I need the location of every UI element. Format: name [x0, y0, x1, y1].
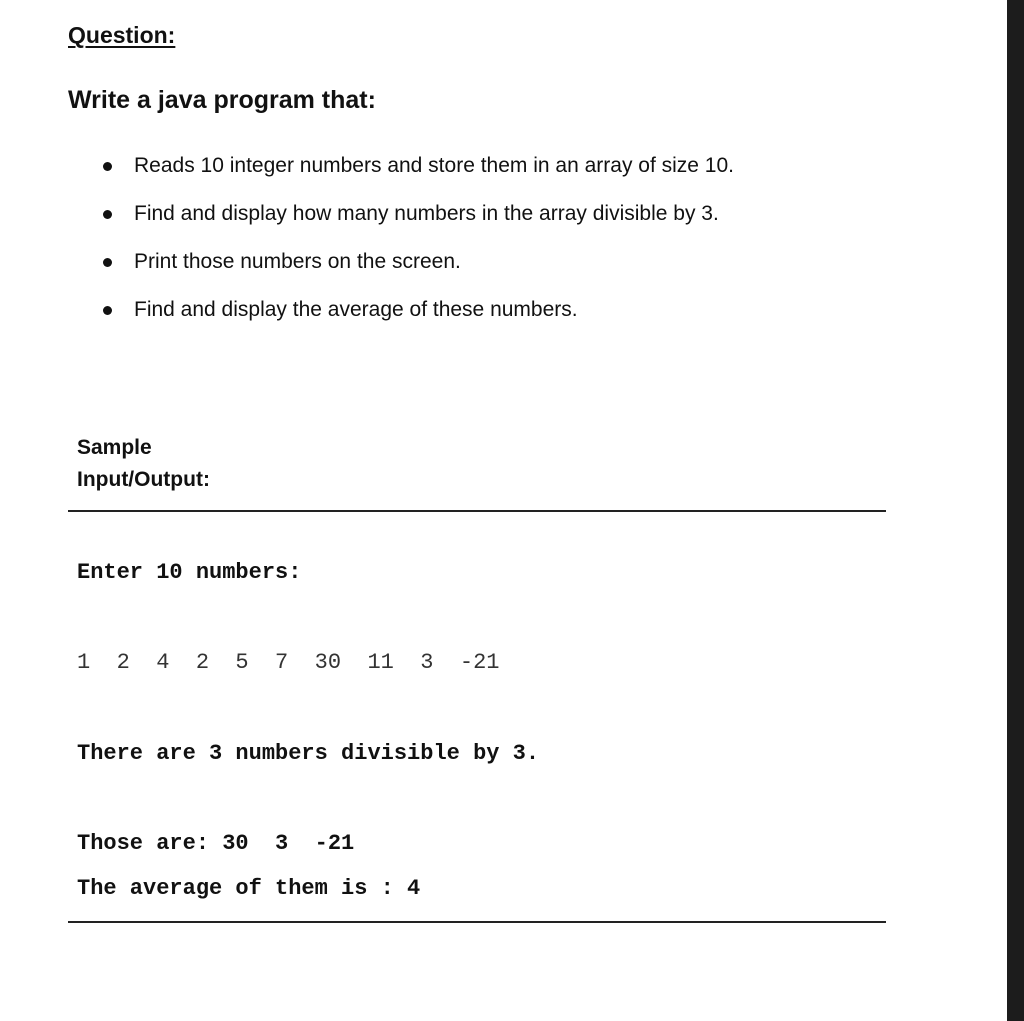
- bullet-icon: [103, 210, 112, 219]
- list-item: [100, 246, 734, 294]
- question-label: Question:: [68, 22, 176, 48]
- page-edge-shadow: [1007, 0, 1024, 1021]
- sample-title-line1: Sample: [77, 436, 152, 459]
- list-item-text: Reads 10 integer numbers and store them in an array of size 10.: [134, 154, 734, 177]
- list-item: [100, 198, 734, 246]
- bullet-icon: [103, 306, 112, 315]
- top-divider: [68, 510, 886, 512]
- list-item: [100, 294, 734, 342]
- bullet-icon: [103, 162, 112, 171]
- sample-title-line2: Input/Output:: [77, 468, 210, 491]
- bullet-icon: [103, 258, 112, 267]
- sample-io-title: [77, 432, 277, 496]
- list-item: [100, 150, 734, 198]
- sample-prompt: Enter 10 numbers:: [77, 560, 302, 585]
- sample-divisible-line: There are 3 numbers divisible by 3.: [77, 741, 540, 766]
- list-item-text: Find and display how many numbers in the array divisible by 3.: [134, 202, 719, 225]
- sample-average-line: The average of them is : 4: [77, 876, 421, 901]
- list-item-text: Print those numbers on the screen.: [134, 250, 461, 273]
- sample-input-values: 1 2 4 2 5 7 30 11 3 -21: [77, 650, 500, 675]
- sample-those-line: Those are: 30 3 -21: [77, 831, 355, 856]
- bottom-divider: [68, 921, 886, 923]
- requirements-list: [100, 150, 734, 342]
- task-heading: Write a java program that:: [68, 86, 376, 114]
- list-item-text: Find and display the average of these numbers.: [134, 298, 578, 321]
